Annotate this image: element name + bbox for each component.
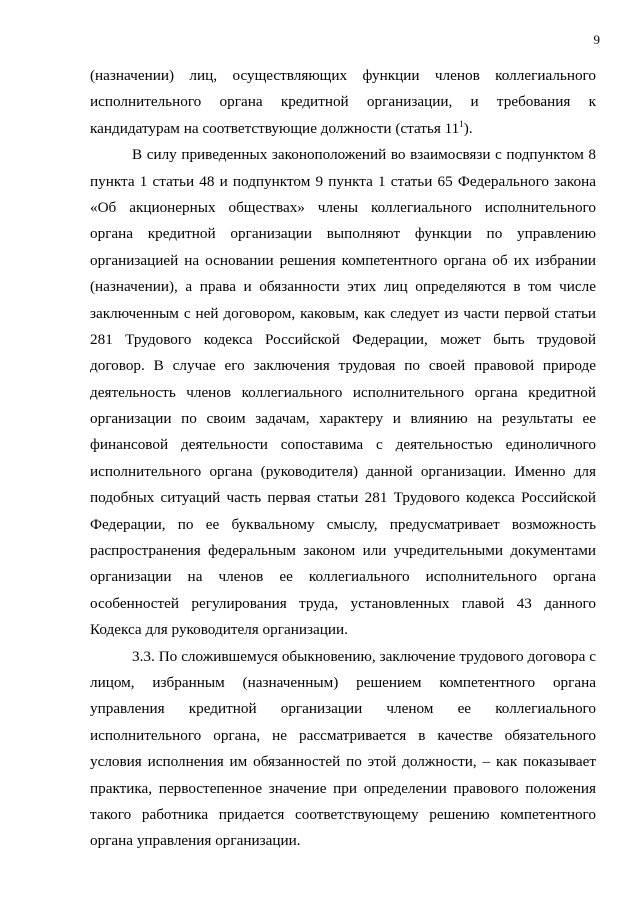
- text-fragment: кандидатурам на соответствующие должности (статья 11: [90, 119, 460, 137]
- paragraph-continuation: [90, 63, 596, 142]
- text-line: Федерации, по ее буквальному смыслу, предусматривает возможность: [90, 515, 596, 533]
- text-line: распространения федеральным законом или учредительными документами: [90, 542, 596, 560]
- text-line-with-footnote: [90, 116, 596, 142]
- text-line: деятельность членов коллегиального исполнительного органа кредитной: [90, 383, 596, 401]
- text-line: исполнительного органа, не рассматривается в качестве обязательного: [90, 726, 596, 744]
- document-body: [90, 63, 596, 855]
- text-line: пункта 1 статьи 48 и подпунктом 9 пункта 1 статьи 65 Федерального закона: [90, 172, 596, 190]
- paragraph-legal-provisions: [90, 142, 596, 643]
- text-line: исполнительного органа кредитной организации, и требования к: [90, 93, 596, 111]
- text-line: условия исполнения им обязанностей по этой должности, – как показывает: [90, 753, 596, 771]
- text-line: 281 Трудового кодекса Российской Федерации, может быть трудовой: [90, 330, 596, 348]
- text-line: (назначении), а права и обязанности этих лиц определяются в том числе: [90, 278, 596, 296]
- text-line: такого работника придается соответствующему решению компетентного: [90, 805, 596, 823]
- text-line: органа управления организации.: [90, 832, 301, 850]
- page-number: 9: [593, 32, 600, 47]
- text-fragment: ).: [463, 119, 473, 137]
- text-line: «Об акционерных обществах» члены коллегиального исполнительного: [90, 198, 596, 216]
- text-line: подобных ситуаций часть первая статьи 281 Трудового кодекса Российской: [90, 489, 596, 507]
- text-line: организации на членов ее коллегиального исполнительного органа: [90, 568, 596, 586]
- text-line: Кодекса для руководителя организации.: [90, 621, 348, 639]
- text-line: лицом, избранным (назначенным) решением компетентного органа: [90, 673, 596, 691]
- text-line: организации по своим задачам, характеру и влиянию на результаты ее: [90, 410, 596, 428]
- text-line: В силу приведенных законоположений во взаимосвязи с подпунктом 8: [132, 146, 596, 164]
- superscript-number: 1: [459, 118, 464, 129]
- text-line: договор. В случае его заключения трудовая по своей правовой природе: [90, 357, 596, 375]
- text-line: органа кредитной организации выполняют функции по управлению: [90, 225, 596, 243]
- text-line: управления кредитной организации членом ее коллегиального: [90, 700, 596, 718]
- text-line: особенностей регулирования труда, установленных главой 43 данного: [90, 594, 596, 612]
- text-line: практика, первостепенное значение при определении правового положения: [90, 779, 596, 797]
- text-line: (назначении) лиц, осуществляющих функции членов коллегиального: [90, 67, 596, 84]
- text-line: финансовой деятельности сопоставима с деятельностью единоличного: [90, 436, 596, 454]
- paragraph-section-3-3: [90, 644, 596, 855]
- text-line: заключенным с ней договором, каковым, как следует из части первой статьи: [90, 304, 596, 322]
- text-line: организацией на основании решения компетентного органа об их избрании: [90, 251, 596, 269]
- text-line: 3.3. По сложившемуся обыкновению, заключение трудового договора с: [132, 647, 596, 665]
- text-line: исполнительного органа (руководителя) данной организации. Именно для: [90, 462, 596, 480]
